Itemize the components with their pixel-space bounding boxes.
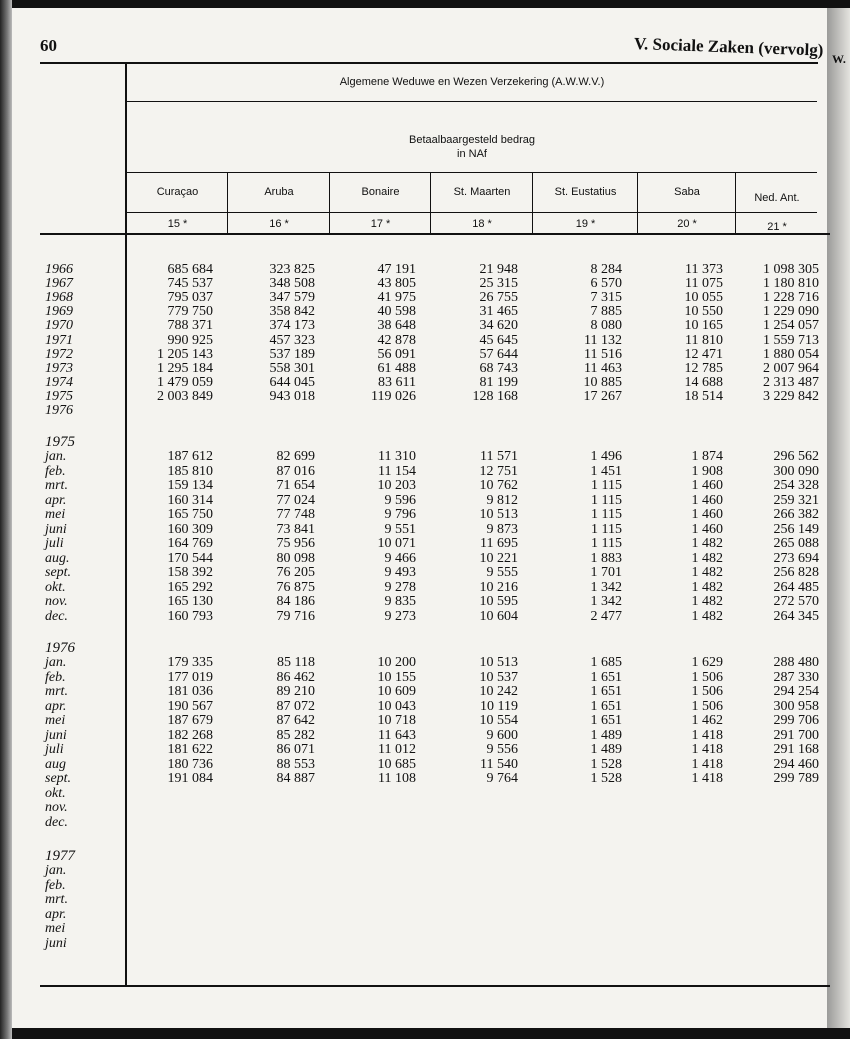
table-cell: 12 785 [684,360,723,376]
row-label: 1967 [45,276,73,292]
table-cell: 11 154 [378,463,416,479]
table-cell: 788 371 [167,318,213,334]
table-cell: 1 496 [590,449,622,464]
table-cell: 2 313 487 [763,374,819,390]
table-cell: 9 600 [486,727,518,743]
table-cell: 685 684 [167,262,213,277]
row-label: aug [45,756,66,772]
table-cell: 795 037 [167,290,213,306]
table-cell: 10 216 [479,579,518,595]
table-cell: 87 642 [276,713,315,728]
table-cell: 1 115 [591,521,622,537]
row-label: mrt. [45,892,68,907]
table-cell: 1 460 [691,478,723,493]
table-cell: 12 751 [479,463,518,479]
table-cell: 17 267 [583,388,622,404]
table-cell: 1 559 713 [763,332,819,348]
table-cell: 1 685 [590,655,622,670]
table-cell: 9 812 [486,492,518,508]
table-cell: 21 948 [479,262,518,277]
table-cell: 177 019 [167,669,213,685]
row-label: mei [45,921,66,936]
table-cell: 180 736 [167,756,213,772]
table-cell: 1 482 [691,565,723,580]
table-cell: 11 012 [378,742,416,757]
table-cell: 43 805 [377,276,416,292]
table-cell: 165 130 [167,594,213,609]
table-cell: 10 604 [479,608,518,624]
table-cell: 86 071 [276,742,315,757]
row-label: juni [45,935,67,951]
table-cell: 10 119 [480,698,518,714]
row-label: 1976 [45,403,73,418]
table-cell: 1 651 [590,669,622,685]
table-cell: 11 571 [480,449,518,464]
table-cell: 264 345 [773,608,819,624]
table-cell: 57 644 [479,346,518,362]
table-cell: 77 748 [276,507,315,522]
table-cell: 1 460 [691,507,723,522]
page-number: 60 [40,36,57,55]
table-cell: 1 462 [691,713,723,728]
table-cell: 82 699 [276,449,315,464]
table-cell: 644 045 [269,374,315,390]
table-cell: 87 072 [276,698,315,714]
row-label: 1969 [45,304,73,320]
table-cell: 9 556 [486,742,518,757]
table-cell: 1 342 [590,579,622,595]
row-label: feb. [45,463,66,479]
table-cell: 1 342 [590,594,622,609]
table-cell: 2 007 964 [763,360,819,376]
table-cell: 9 596 [384,492,416,508]
row-label: 1973 [45,360,73,376]
table-cell: 1 418 [691,727,723,743]
table-cell: 374 173 [269,318,315,334]
table-cell: 266 382 [773,507,819,522]
column-number: 19 * [575,218,596,230]
table-cell: 10 200 [377,655,416,670]
table-cell: 10 537 [479,669,518,685]
row-label: mrt. [45,684,68,699]
table-cell: 34 620 [479,318,518,334]
row-label: mei [45,713,66,728]
row-label: jan. [45,863,67,878]
table-cell: 38 648 [377,318,416,334]
table-unit: in NAf [457,148,487,160]
table-cell: 45 645 [479,332,518,348]
table-cell: 11 310 [378,449,416,464]
table-cell: 87 016 [276,463,315,479]
column-header: Aruba [264,186,294,198]
table-cell: 165 750 [167,507,213,522]
title-rule [125,101,817,102]
table-cell: 73 841 [276,521,315,537]
table-cell: 187 612 [167,449,213,464]
table-cell: 11 643 [378,727,416,743]
table-cell: 11 373 [685,262,723,277]
table-cell: 160 309 [167,521,213,537]
section-title: V. Sociale Zaken (vervolg) [633,34,824,60]
table-cell: 1 418 [691,756,723,772]
table-cell: 71 654 [276,478,315,493]
table-cell: 10 885 [583,374,622,390]
row-label: 1972 [45,346,73,362]
table-cell: 272 570 [773,594,819,609]
table-cell: 1 651 [590,713,622,728]
table-cell: 291 700 [773,727,819,743]
table-cell: 10 718 [377,713,416,728]
table-cell: 8 284 [590,262,622,277]
row-label: 1971 [45,332,73,348]
row-label: apr. [45,906,67,922]
table-cell: 1 418 [691,771,723,786]
table-cell: 299 706 [773,713,819,728]
year-label: 1975 [45,434,75,450]
table-cell: 1 489 [590,727,622,743]
table-cell: 294 254 [773,684,819,699]
table-cell: 181 036 [167,684,213,699]
book-spine-edge [0,0,12,1039]
table-cell: 296 562 [773,449,819,464]
table-cell: 1 229 090 [763,304,819,320]
table-cell: 185 810 [167,463,213,479]
table-cell: 9 466 [384,550,416,566]
table-cell: 1 460 [691,521,723,537]
table-cell: 558 301 [269,360,315,376]
row-label: 1974 [45,374,73,390]
table-cell: 1 908 [691,463,723,479]
row-label: sept. [45,565,72,580]
table-cell: 9 555 [486,565,518,580]
table-cell: 11 516 [584,346,622,362]
table-cell: 10 685 [377,756,416,772]
table-cell: 8 080 [590,318,622,334]
table-cell: 11 075 [685,276,723,292]
row-label: juni [45,521,67,537]
adjacent-page-edge [827,8,850,1028]
table-cell: 128 168 [472,388,518,404]
table-cell: 1 460 [691,492,723,508]
table-cell: 10 513 [479,655,518,670]
row-label: juni [45,727,67,743]
table-cell: 259 321 [773,492,819,508]
table-cell: 9 278 [384,579,416,595]
table-cell: 1 482 [691,594,723,609]
column-header: Bonaire [361,186,400,198]
table-cell: 300 090 [773,463,819,479]
next-page-fragment: W. [832,52,846,66]
table-cell: 160 314 [167,492,213,508]
table-cell: 165 292 [167,579,213,595]
table-cell: 1 115 [591,492,622,508]
table-cell: 348 508 [269,276,315,292]
table-cell: 31 465 [479,304,518,320]
table-cell: 14 688 [684,374,723,390]
table-cell: 40 598 [377,304,416,320]
table-cell: 83 611 [378,374,416,390]
table-cell: 10 554 [479,713,518,728]
row-label: juli [45,742,64,757]
table-cell: 79 716 [276,608,315,624]
table-cell: 3 229 842 [763,388,819,404]
column-number: 20 * [677,218,697,230]
table-cell: 358 842 [269,304,315,320]
table-bottom-rule [40,985,830,987]
row-label: feb. [45,669,66,685]
table-cell: 9 551 [384,521,416,537]
table-cell: 170 544 [167,550,213,566]
table-cell: 85 118 [277,655,315,670]
table-cell: 1 098 305 [763,262,819,277]
row-label: apr. [45,698,67,714]
table-cell: 2 003 849 [157,388,213,404]
table-cell: 11 810 [685,332,723,348]
table-cell: 76 875 [276,579,315,595]
table-cell: 1 651 [590,698,622,714]
table-cell: 10 155 [377,669,416,685]
table-cell: 9 873 [486,521,518,537]
table-cell: 347 579 [269,290,315,306]
table-cell: 990 925 [167,332,213,348]
table-subtitle: Betaalbaargesteld bedrag [409,134,535,146]
table-cell: 254 328 [773,478,819,493]
column-header: Saba [674,186,700,198]
year-label: 1977 [45,848,75,864]
row-label: aug. [45,550,70,566]
table-cell: 1 115 [591,478,622,493]
row-label: jan. [45,655,67,670]
table-cell: 61 488 [377,360,416,376]
table-cell: 1 506 [691,684,723,699]
table-cell: 10 242 [479,684,518,699]
table-cell: 1 479 059 [157,374,213,390]
row-label: 1966 [45,262,73,277]
row-label: sept. [45,771,72,786]
column-header: Ned. Ant. [754,192,800,204]
table-cell: 80 098 [276,550,315,566]
column-number: 16 * [269,218,289,230]
table-cell: 9 764 [486,771,518,786]
table-cell: 1 115 [591,507,622,522]
table-cell: 256 149 [773,521,819,537]
table-cell: 1 115 [591,536,622,551]
table-cell: 7 885 [590,304,622,320]
table-cell: 9 835 [384,594,416,609]
table-cell: 26 755 [479,290,518,306]
table-cell: 160 793 [167,608,213,624]
table-cell: 42 878 [377,332,416,348]
table-cell: 294 460 [773,756,819,772]
row-label: feb. [45,877,66,893]
table-cell: 10 595 [479,594,518,609]
table-cell: 119 026 [371,388,416,404]
table-cell: 1 651 [590,684,622,699]
table-cell: 1 295 184 [157,360,213,376]
table-cell: 1 528 [590,756,622,772]
row-label: okt. [45,785,66,801]
table-cell: 10 609 [377,684,416,699]
table-cell: 1 418 [691,742,723,757]
table-cell: 10 165 [684,318,723,334]
table-cell: 76 205 [276,565,315,580]
table-cell: 1 489 [590,742,622,757]
table-cell: 88 553 [276,756,315,772]
table-cell: 81 199 [479,374,518,390]
table-cell: 1 506 [691,669,723,685]
table-cell: 84 186 [276,594,315,609]
table-cell: 85 282 [276,727,315,743]
table-cell: 779 750 [167,304,213,320]
table-cell: 1 506 [691,698,723,714]
table-cell: 182 268 [167,727,213,743]
table-cell: 288 480 [773,655,819,670]
table-cell: 86 462 [276,669,315,685]
table-cell: 41 975 [377,290,416,306]
table-cell: 159 134 [167,478,213,493]
table-cell: 265 088 [773,536,819,551]
header-bottom-rule [40,233,830,235]
table-cell: 10 221 [479,550,518,566]
table-cell: 1 874 [691,449,723,464]
table-cell: 56 091 [377,346,416,362]
table-cell: 89 210 [276,684,315,699]
column-number: 15 * [167,218,188,230]
table-cell: 264 485 [773,579,819,595]
table-cell: 273 694 [773,550,819,566]
table-cell: 10 550 [684,304,723,320]
row-label: nov. [45,594,68,609]
table-cell: 1 701 [590,565,622,580]
table-cell: 158 392 [167,565,213,580]
table-cell: 11 463 [584,360,622,376]
table-cell: 6 570 [590,276,622,292]
table-cell: 9 796 [384,507,416,522]
row-label: mei [45,507,66,522]
table-cell: 68 743 [479,360,518,376]
table-cell: 191 084 [167,771,213,786]
table-cell: 1 880 054 [763,346,819,362]
column-number: 18 * [472,218,492,230]
table-cell: 1 205 143 [157,346,213,362]
table-cell: 1 528 [590,771,622,786]
row-label: jan. [45,449,67,464]
table-cell: 10 762 [479,478,518,493]
row-label: 1970 [45,318,73,334]
table-cell: 179 335 [167,655,213,670]
table-cell: 10 043 [377,698,416,714]
table-cell: 2 477 [590,608,622,624]
row-label: mrt. [45,478,68,493]
table-cell: 75 956 [276,536,315,551]
table-cell: 10 055 [684,290,723,306]
row-label: apr. [45,492,67,508]
table-cell: 1 629 [691,655,723,670]
table-cell: 25 315 [479,276,518,292]
table-cell: 11 540 [480,756,518,772]
table-cell: 299 789 [773,771,819,786]
table-cell: 1 883 [590,550,622,566]
row-label: nov. [45,800,68,815]
table-cell: 537 189 [269,346,315,362]
row-label: 1968 [45,290,73,306]
table-cell: 9 273 [384,608,416,624]
subtitle-rule [125,172,817,173]
column-header: Curaçao [156,186,199,198]
table-cell: 256 828 [773,565,819,580]
table-cell: 745 537 [167,276,213,292]
table-cell: 12 471 [684,346,723,362]
table-cell: 1 451 [590,463,622,479]
table-cell: 7 315 [590,290,622,306]
table-cell: 1 180 810 [763,276,819,292]
table-cell: 943 018 [269,388,315,404]
row-label: okt. [45,579,66,595]
table-cell: 457 323 [269,332,315,348]
table-cell: 164 769 [167,536,213,551]
row-label: 1975 [45,388,73,404]
table-cell: 11 108 [378,771,416,786]
table-cell: 1 228 716 [763,290,819,306]
table-cell: 287 330 [773,669,819,685]
row-label: dec. [45,814,68,830]
table-cell: 10 071 [377,536,416,551]
table-cell: 11 695 [480,536,518,551]
column-header: St. Maarten [453,186,511,198]
column-label-rule [125,212,817,213]
table-cell: 1 254 057 [763,318,819,334]
table-cell: 10 203 [377,478,416,493]
table-cell: 11 132 [584,332,622,348]
table-cell: 190 567 [167,698,213,714]
table-cell: 18 514 [684,388,723,404]
row-label: dec. [45,608,68,624]
table-cell: 323 825 [269,262,315,277]
table-cell: 291 168 [773,742,819,757]
table-cell: 9 493 [384,565,416,580]
table-cell: 1 482 [691,550,723,566]
table-cell: 187 679 [167,713,213,728]
year-label: 1976 [45,640,75,656]
table-top-rule [40,62,818,64]
table-cell: 1 482 [691,608,723,624]
table-cell: 181 622 [167,742,213,757]
column-header: St. Eustatius [554,186,617,198]
column-number: 17 * [370,218,391,230]
table-cell: 10 513 [479,507,518,522]
table-cell: 1 482 [691,536,723,551]
table-cell: 77 024 [276,492,315,508]
row-label: juli [45,536,64,551]
column-number: 21 * [767,221,787,233]
table-cell: 300 958 [773,698,819,714]
table-cell: 47 191 [377,262,416,277]
table-cell: 84 887 [276,771,315,786]
table-cell: 1 482 [691,579,723,595]
table-title: Algemene Weduwe en Wezen Verzekering (A.W.W.V.) [339,76,605,88]
